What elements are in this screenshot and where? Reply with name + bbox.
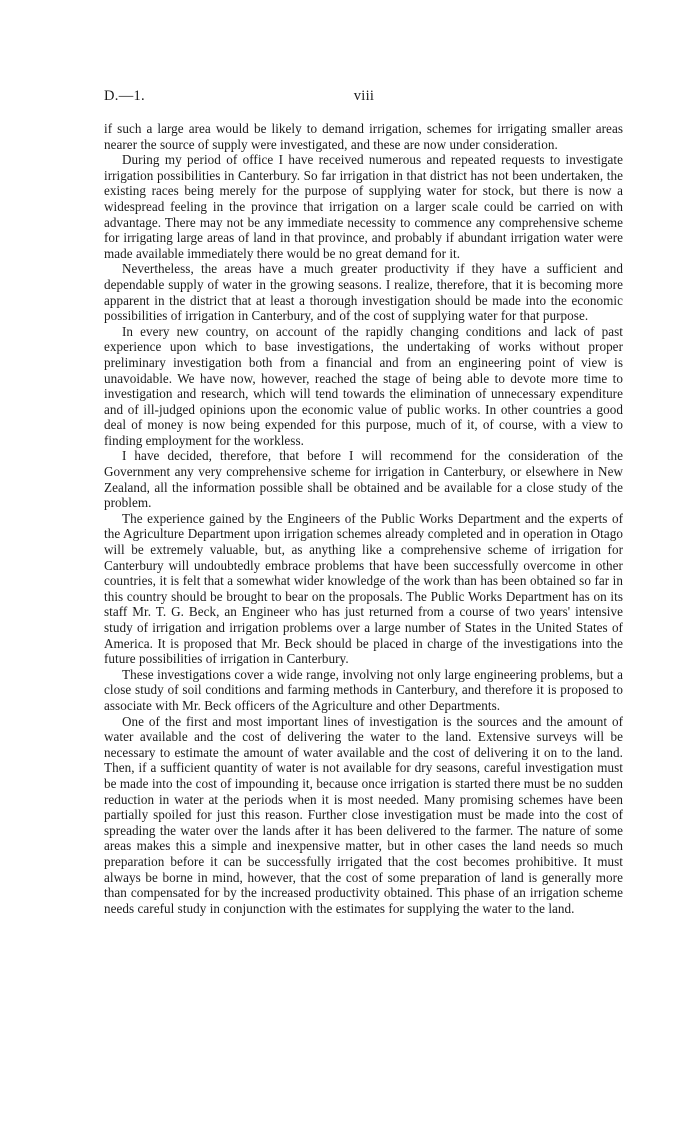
document-reference: D.—1. <box>104 88 145 104</box>
body-text <box>104 121 623 916</box>
paragraph-canterbury-requests: During my period of office I have received numerous and repeated requests to investigate irrigation possibilities in Canterbury. So far irrigation in that district has not been undertaken, the existing races being merely for the purpose of supplying water for stock, but there is now a widespread feeling in the province that irrigation on a larger scale could be carried on with advantage. There may not be any immediate necessity to commence any comprehensive scheme for irrigating large areas of land in that province, and probably if abundant irrigation water were made available immediately there would be no great demand for it. <box>104 152 623 261</box>
paragraph-investigations: These investigations cover a wide range, involving not only large engineering problems, but a close study of soil conditions and farming methods in Canterbury, and therefore it is proposed to associate with Mr. Beck officers of the Agriculture and other Departments. <box>104 666 623 713</box>
paragraph-decision: I have decided, therefore, that before I will recommend for the consideration of the Government any very comprehensive scheme for irrigation in Canterbury, or elsewhere in New Zealand, all the information possible shall be obtained and be available for a close study of the problem. <box>104 448 623 511</box>
paragraph-productivity: Nevertheless, the areas have a much greater productivity if they have a sufficient and dependable supply of water in the growing seasons. I realize, therefore, that it is becoming more apparent in the district that at least a thorough investigation should be made into the economic possibilities of irrigation in Canterbury, and of the cost of supplying water for that purpose. <box>104 261 623 324</box>
page-header <box>104 88 624 108</box>
paragraph-new-country: In every new country, on account of the rapidly changing conditions and lack of past experience upon which to base investigations, the undertaking of works without proper preliminary investigation both from a financial and from an engineering point of view is unavoidable. We have now, however, reached the stage of being able to devote more time to investigation and research, which will tend towards the elimination of unnecessary expenditure and of ill-judged opinions upon the economic value of public works. In other countries a good deal of money is now being expended for this purpose, much of it, of course, with a view to finding employment for the workless. <box>104 323 623 448</box>
paragraph-continued: if such a large area would be likely to demand irrigation, schemes for irrigating smaller areas nearer the source of supply were investigated, and these are now under consideration. <box>104 121 623 152</box>
page-number: viii <box>353 88 375 104</box>
paragraph-experience: The experience gained by the Engineers of the Public Works Department and the experts of the Agriculture Department upon irrigation schemes already completed and in operation in Otago will be extremely valuable, but, as anything like a comprehensive scheme of irrigation for Canterbury will undoubtedly embrace problems that have been successfully overcome in other countries, it is felt that a somewhat wider knowledge of the work than has been obtained so far in this country should be brought to bear on the proposals. The Public Works Department has on its staff Mr. T. G. Beck, an Engineer who has just returned from a course of two years' intensive study of irrigation and irrigation problems over a large number of States in the United States of America. It is proposed that Mr. Beck should be placed in charge of the investigations into the future possibilities of irrigation in Canterbury. <box>104 510 623 667</box>
paragraph-water-sources: One of the first and most important lines of investigation is the sources and the amount of water available and the cost of delivering the water to the land. Extensive surveys will be necessary to estimate the amount of water available and the cost of delivering it on to the land. Then, if a sufficient quantity of water is not available for dry seasons, careful investigation must be made into the cost of impounding it, because once irrigation is started there must be no sudden reduction in water at the periods when it is most needed. Many promising schemes have been partially spoiled for just this reason. Further close investigation must be made into the cost of spreading the water over the lands after it has been delivered to the farmer. The nature of some areas makes this a simple and inexpensive matter, but in other cases the land needs so much preparation before it can be successfully irrigated that the cost becomes prohibitive. It must always be borne in mind, however, that the cost of some preparation of land is generally more than compensated for by the increased productivity obtained. This phase of an irrigation scheme needs careful study in conjunction with the estimates for supplying the water to the land. <box>104 713 623 916</box>
